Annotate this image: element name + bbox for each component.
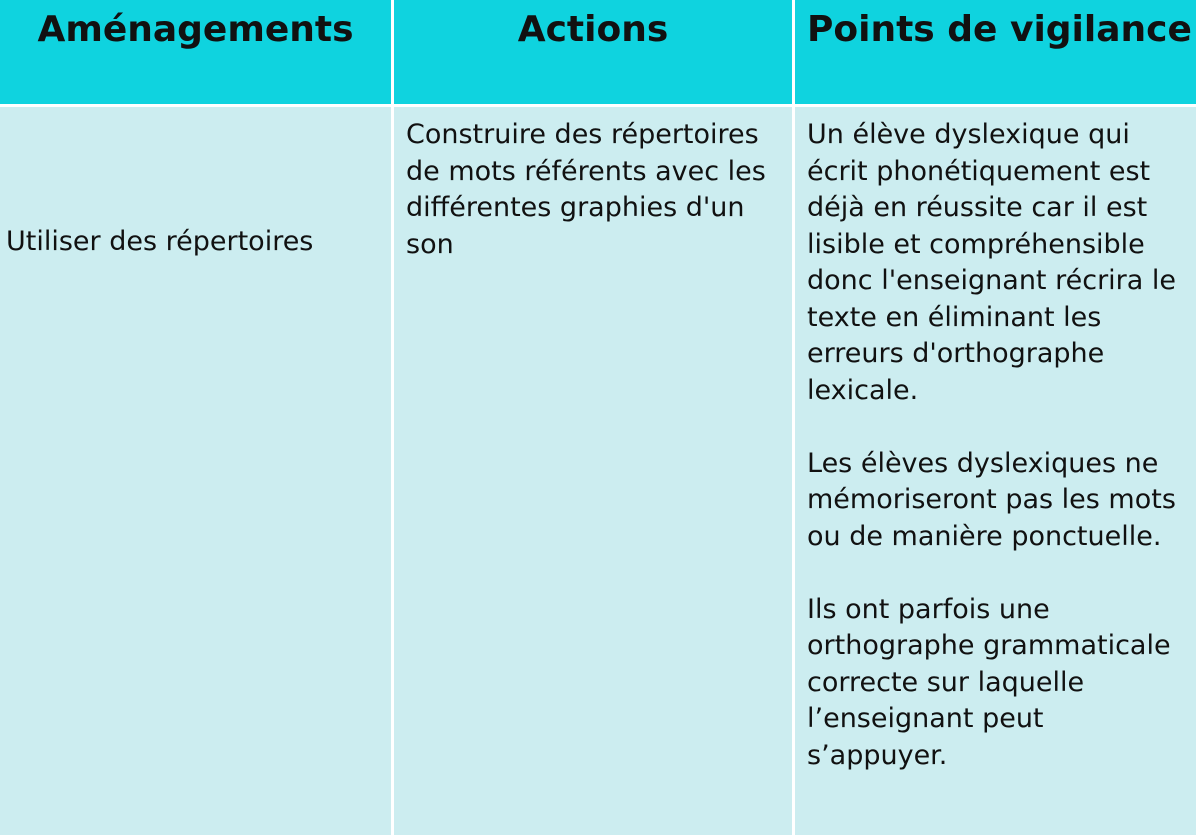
header-points-de-vigilance: Points de vigilance xyxy=(795,0,1196,107)
header-actions: Actions xyxy=(394,0,795,107)
cell-vigilance xyxy=(795,107,1196,835)
vigilance-paragraph-2: Les élèves dyslexiques ne mémoriseront pas les mots ou de manière ponctuelle. xyxy=(807,447,1176,552)
amenagement-text: Utiliser des répertoires xyxy=(6,226,314,257)
vigilance-paragraph-3: Ils ont parfois une orthographe grammaticale correcte sur laquelle l’enseignant peut s’appuyer. xyxy=(807,593,1171,771)
action-text: Construire des répertoires de mots référents avec les différentes graphies d'un son xyxy=(406,119,766,260)
header-amenagements: Aménagements xyxy=(0,0,394,107)
cell-amenagement xyxy=(0,107,394,835)
vigilance-paragraph-1: Un élève dyslexique qui écrit phonétiquement est déjà en réussite car il est lisible et compréhensible donc l'enseignant récrira le texte en éliminant les erreurs d'orthographe lexicale. xyxy=(807,119,1177,406)
cell-action xyxy=(394,107,795,835)
